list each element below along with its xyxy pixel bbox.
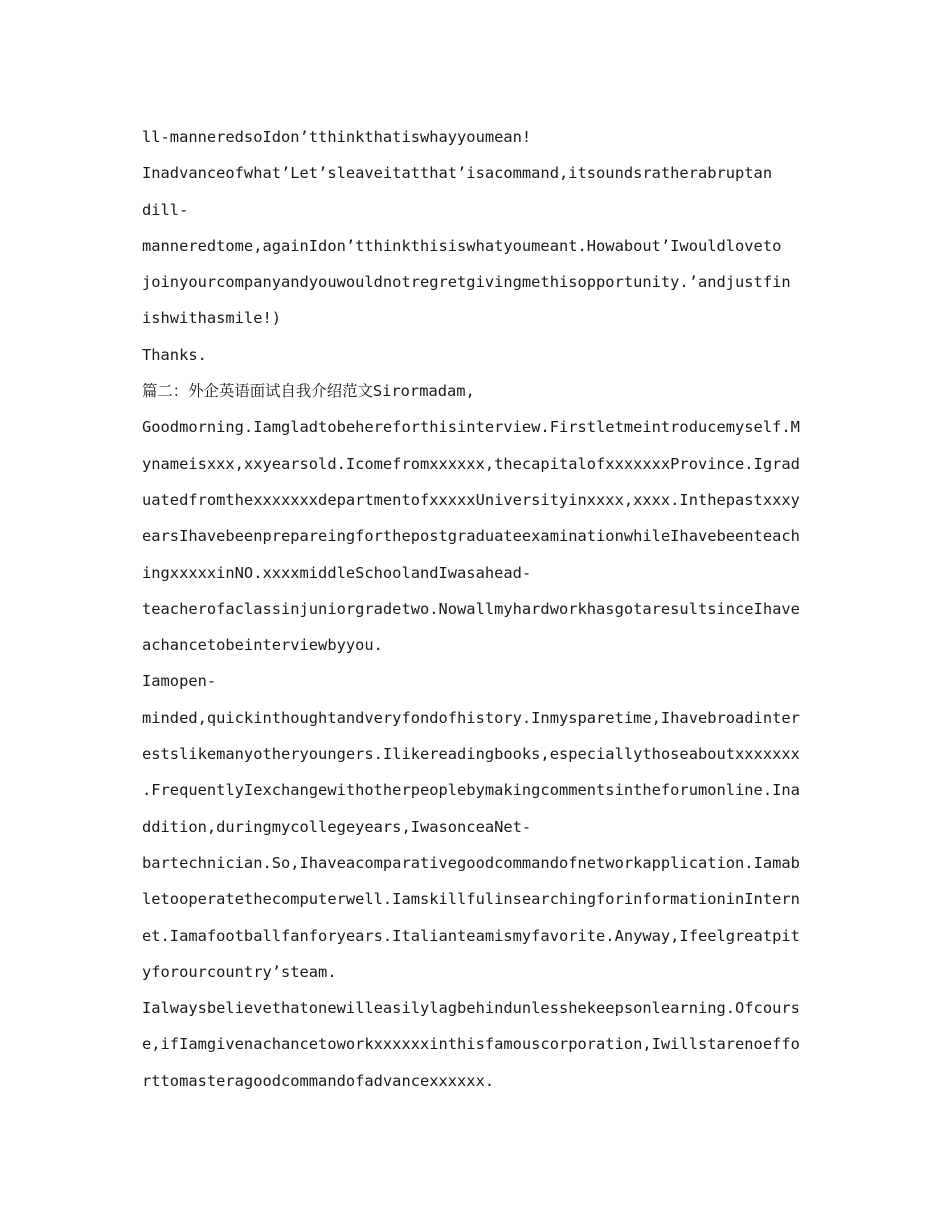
text-line: minded,quickinthoughtandveryfondofhistory.Inmysparetime,Ihavebroadinter (142, 708, 800, 727)
text-line: ishwithasmile!) (142, 309, 281, 328)
text-line: teacherofaclassinjuniorgradetwo.NowallmyhardworkhasgotaresultsinceIhave (142, 599, 800, 618)
text-line: rttomasteragoodcommandofadvancexxxxxx. (142, 1071, 495, 1090)
text-line: ingxxxxxinNO.xxxxmiddleSchoolandIwasahead- (142, 563, 532, 582)
text-line: bartechnician.So,Ihaveacomparativegoodcommandofnetworkapplication.Iamab (142, 853, 800, 872)
text-line: ynameisxxx,xxyearsold.Icomefromxxxxxx,thecapitalofxxxxxxxProvince.Igrad (142, 454, 800, 473)
text-line: et.Iamafootballfanforyears.Italianteamismyfavorite.Anyway,Ifeelgreatpit (142, 926, 800, 945)
text-line: joinyourcompanyandyouwouldnotregretgivingmethisopportunity.’andjustfin (142, 273, 791, 292)
text-line: Goodmorning.Iamgladtobehereforthisinterview.Firstletmeintroducemyself.M (142, 418, 800, 437)
text-line: yforourcountry’steam. (142, 962, 337, 981)
text-line: estslikemanyotheryoungers.Ilikereadingbooks,especiallythoseaboutxxxxxxx (142, 745, 800, 764)
document-body (142, 119, 806, 1099)
text-line: Inadvanceofwhat’Let’sleaveitatthat’isacommand,itsoundsratherabruptan (142, 164, 773, 183)
section-heading-line: 篇二：外企英语面试自我介绍范文Sirormadam, (142, 382, 475, 401)
text-line: dill- (142, 200, 189, 219)
text-line: Iamopen- (142, 672, 217, 691)
text-line: Ialwaysbelievethatonewilleasilylagbehindunlesshekeepsonlearning.Ofcours (142, 999, 800, 1018)
text-line: uatedfromthexxxxxxxdepartmentofxxxxxUniversityinxxxx,xxxx.Inthepastxxxy (142, 490, 800, 509)
text-line: letooperatethecomputerwell.IamskillfulinsearchingforinformationinIntern (142, 890, 800, 909)
text-line: ll-manneredsoIdon’tthinkthatiswhayyoumean! (142, 128, 532, 146)
text-line: e,ifIamgivenachancetoworkxxxxxxinthisfamouscorporation,Iwillstarenoeffo (142, 1035, 800, 1054)
text-line: ddition,duringmycollegeyears,IwasonceaNet- (142, 817, 532, 836)
text-line: achancetobeinterviewbyyou. (142, 636, 383, 655)
text-line: .FrequentlyIexchangewithotherpeoplebymakingcommentsintheforumonline.Ina (142, 781, 800, 800)
text-line: Thanks. (142, 345, 207, 364)
text-line: manneredtome,againIdon’tthinkthisiswhatyoumeant.Howabout’Iwouldloveto (142, 236, 782, 255)
text-line: earsIhavebeenprepareingforthepostgraduateexaminationwhileIhavebeenteach (142, 527, 800, 546)
